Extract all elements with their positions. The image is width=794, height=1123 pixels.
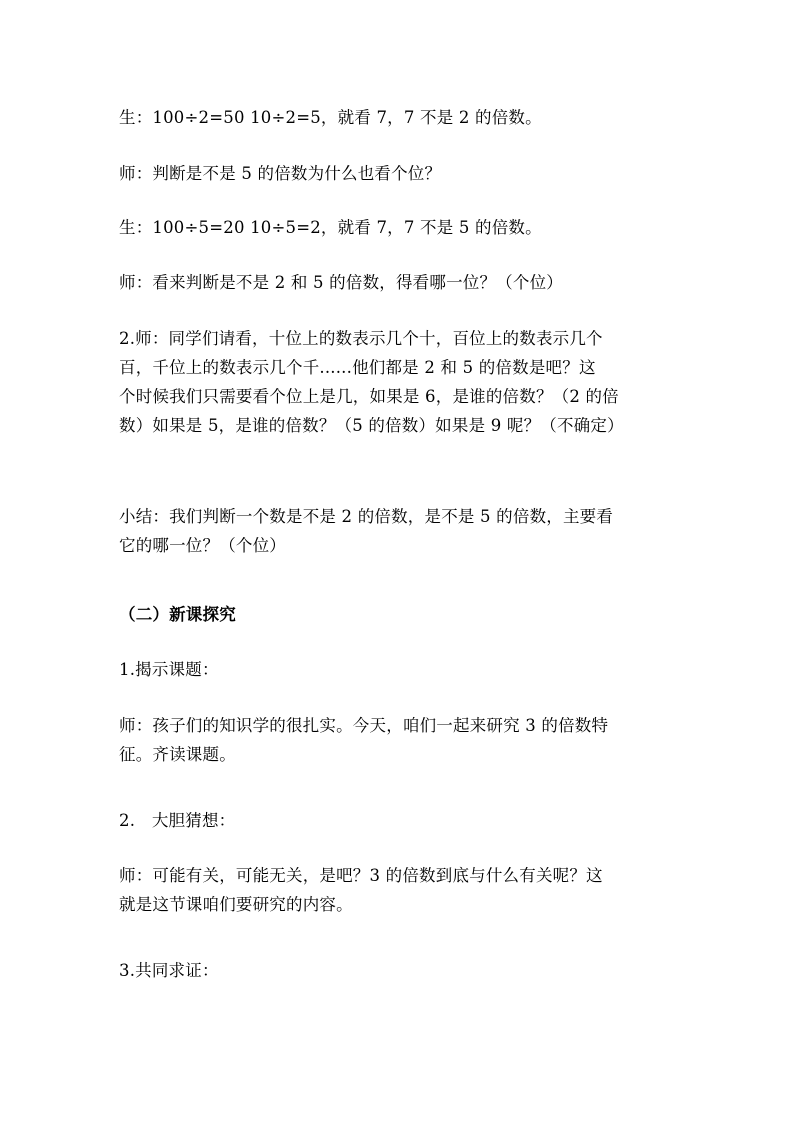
text-line: 2. 大胆猜想： (119, 811, 236, 830)
paragraph-step-1-heading (119, 655, 679, 684)
text-line: 个时候我们只需要看个位上是几，如果是 6，是谁的倍数？（2 的倍 (119, 387, 619, 406)
text-line: 生：100÷5=20 10÷5=2，就看 7，7 不是 5 的倍数。 (119, 218, 542, 237)
text-line: 百，千位上的数表示几个千......他们都是 2 和 5 的倍数是吧？这 (119, 358, 596, 377)
text-line: 生：100÷2=50 10÷2=5，就看 7，7 不是 2 的倍数。 (119, 108, 542, 127)
section-heading (119, 600, 679, 629)
text-line: （二）新课探究 (119, 605, 236, 624)
text-line: 师：可能有关，可能无关，是吧？3 的倍数到底与什么有关呢？这 (119, 866, 603, 885)
paragraph-summary (119, 502, 679, 560)
text-line: 师：孩子们的知识学的很扎实。今天，咱们一起来研究 3 的倍数特 (119, 716, 609, 735)
text-line: 师：判断是不是 5 的倍数为什么也看个位？ (119, 164, 442, 183)
text-line: 就是这节课咱们要研究的内容。 (119, 895, 353, 914)
text-line: 2.师：同学们请看，十位上的数表示几个十，百位上的数表示几个 (119, 329, 603, 348)
paragraph-teacher-summary-question (119, 268, 679, 297)
text-line: 1.揭示课题： (119, 660, 219, 679)
paragraph-teacher-intro (119, 711, 679, 769)
paragraph-teacher-question-5 (119, 159, 679, 188)
paragraph-student-answer-2 (119, 103, 679, 132)
paragraph-step-2-heading (119, 806, 679, 835)
text-line: 征。齐读课题。 (119, 745, 236, 764)
text-line: 它的哪一位？（个位） (119, 536, 286, 555)
text-line: 3.共同求证： (119, 961, 219, 980)
paragraph-teacher-guess (119, 861, 679, 919)
text-line: 小结：我们判断一个数是不是 2 的倍数，是不是 5 的倍数，主要看 (119, 507, 614, 526)
paragraph-step-2 (119, 324, 679, 440)
text-line: 数）如果是 5，是谁的倍数？（5 的倍数）如果是 9 呢？（不确定） (119, 416, 624, 435)
paragraph-student-answer-5 (119, 213, 679, 242)
text-line: 师：看来判断是不是 2 和 5 的倍数，得看哪一位？（个位） (119, 273, 563, 292)
paragraph-step-3-heading (119, 956, 679, 985)
